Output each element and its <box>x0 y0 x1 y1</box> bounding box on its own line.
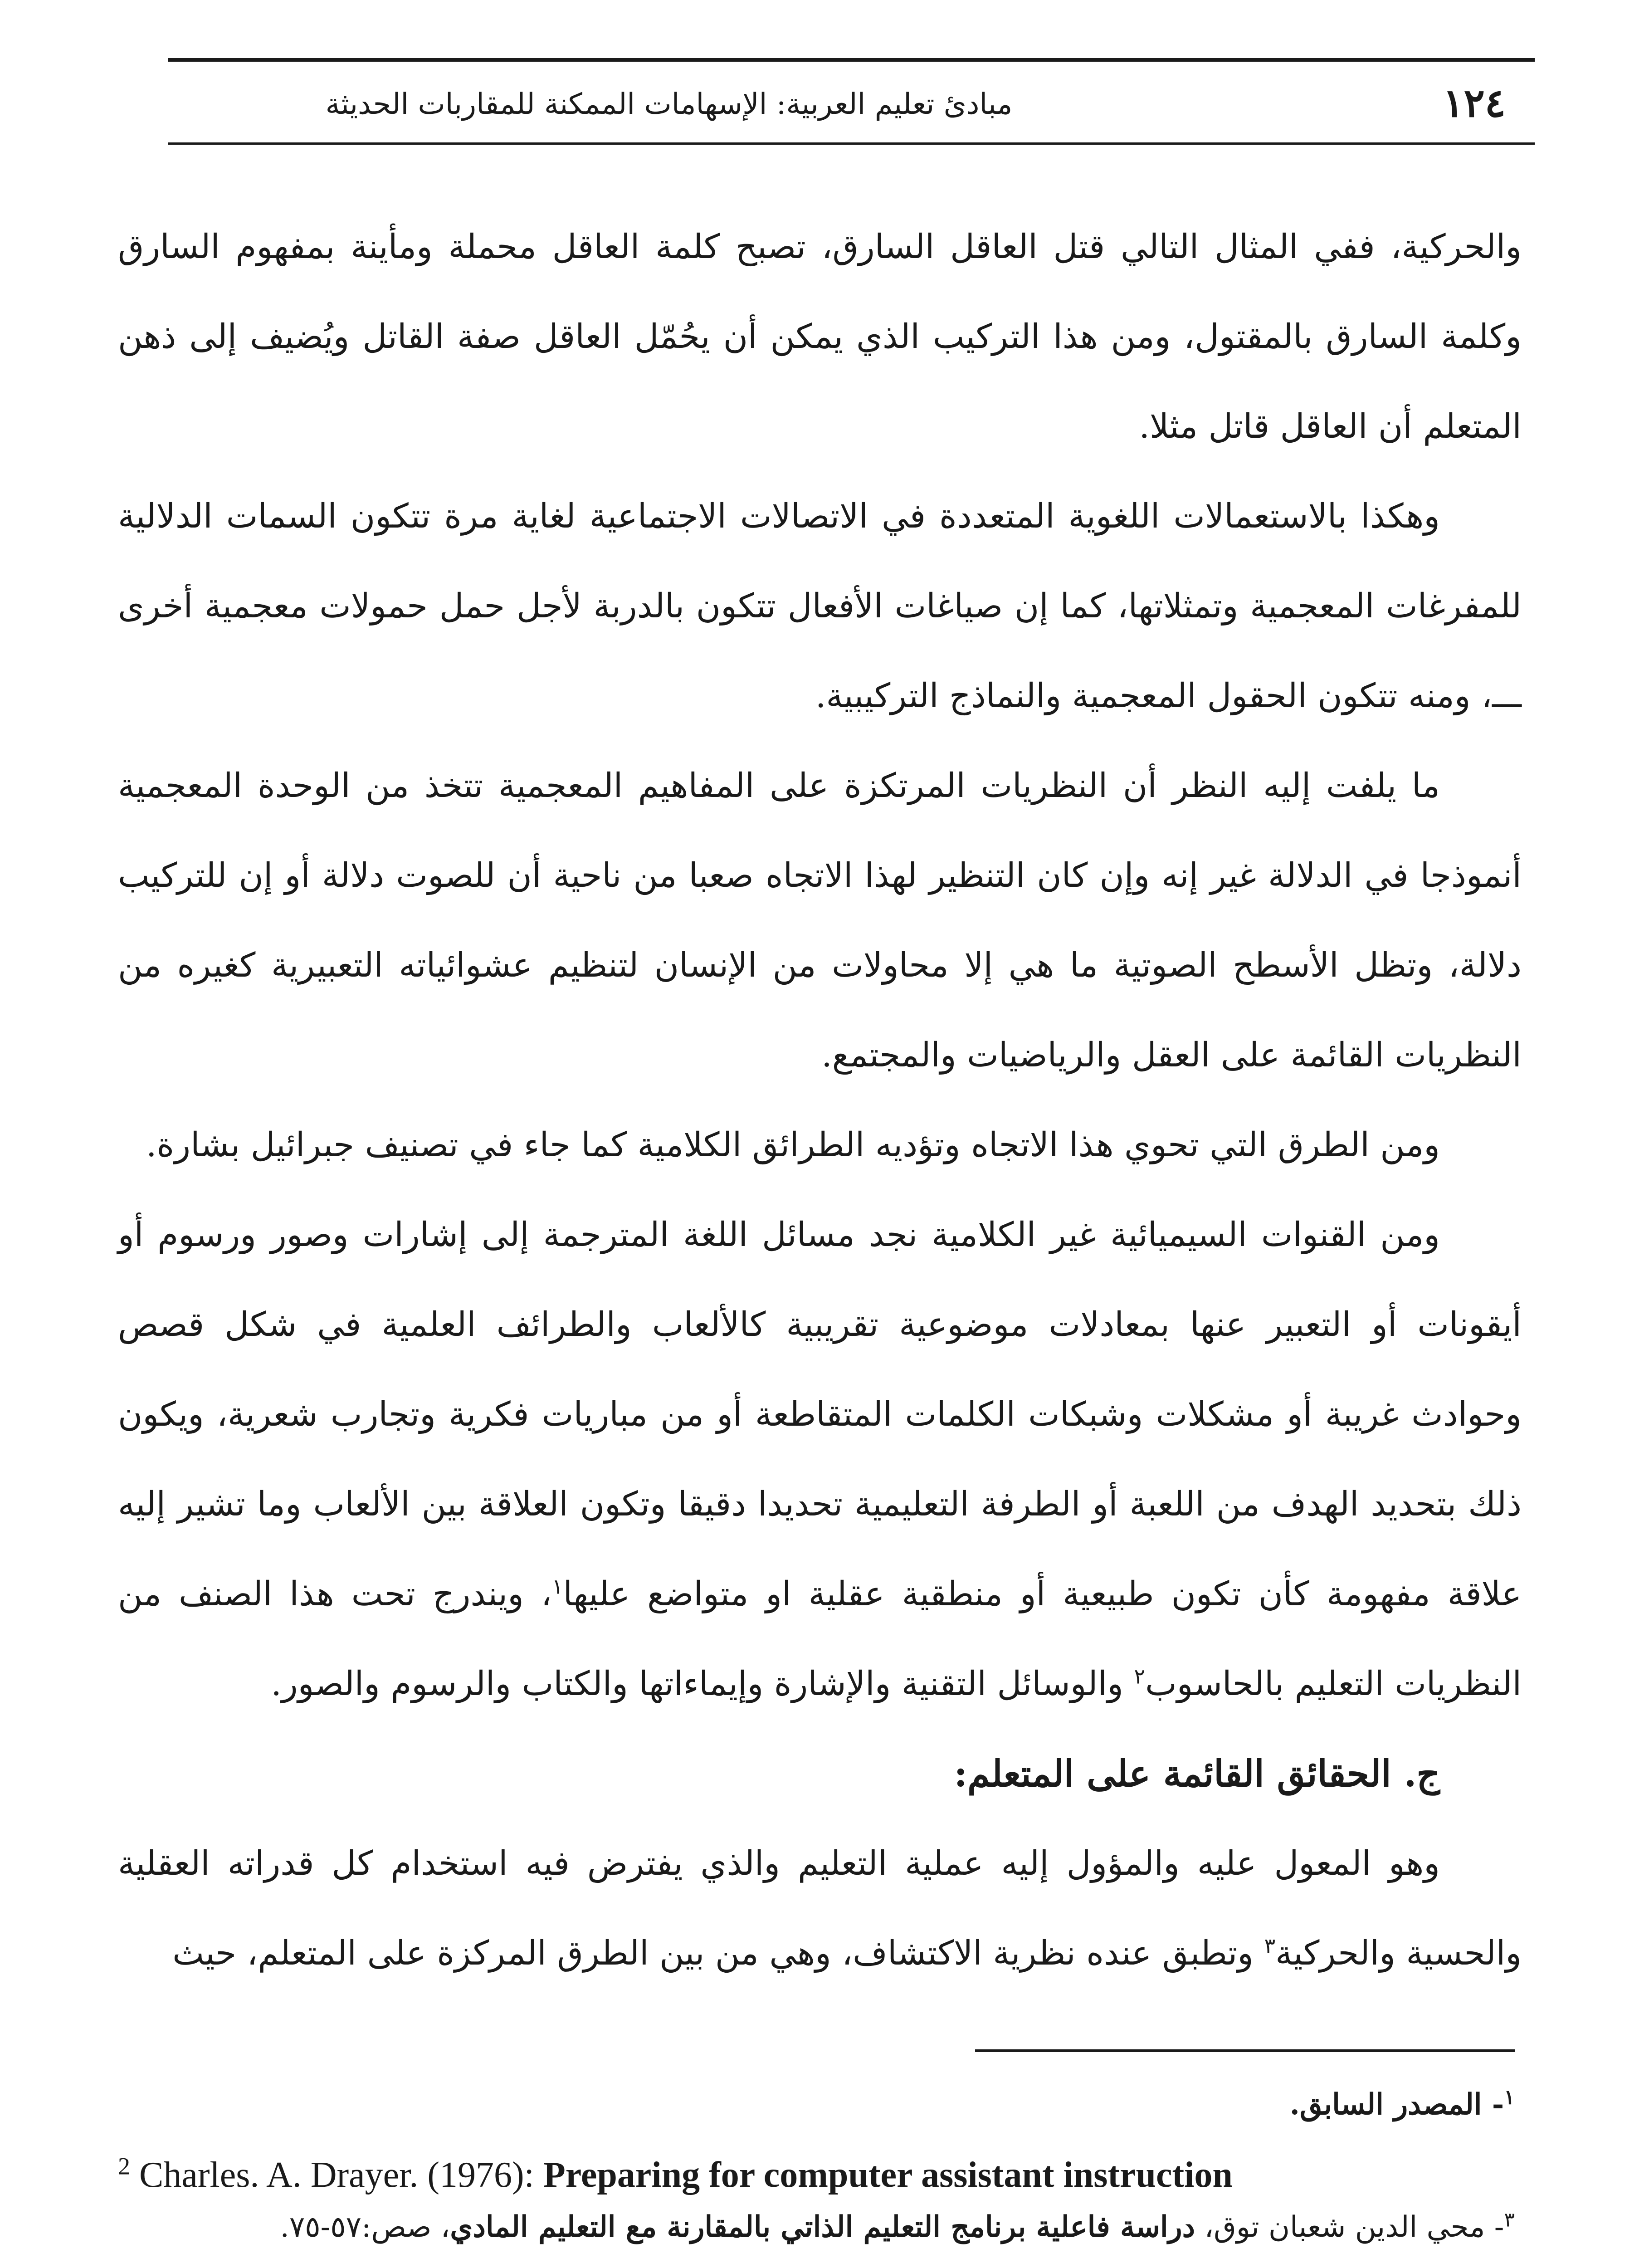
footnote-2-title: Preparing for computer assistant instruction <box>543 2155 1233 2195</box>
footnote-3-number: ٣ <box>1504 2208 1515 2232</box>
footnote-2-number: 2 <box>118 2152 130 2180</box>
paragraph-5 <box>118 1190 1522 1729</box>
paragraph-6-part-a: وهو المعول عليه والمؤول إليه عملية التعليم والذي يفترض فيه استخدام كل قدراته العقلية والحسية والحركية <box>118 1844 1522 1973</box>
paragraph-4: ومن الطرق التي تحوي هذا الاتجاه وتؤديه الطرائق الكلامية كما جاء في تصنيف جبرائيل بشارة. <box>146 1125 1440 1164</box>
footnote-1-text: - المصدر السابق. <box>1289 2087 1504 2121</box>
paragraph-3: ما يلفت إليه النظر أن النظريات المرتكزة على المفاهيم المعجمية تتخذ من الوحدة المعجمية أنموذجا في الدلالة غير إنه وإن كان التنظير لهذا الاتجاه صعبا من ناحية أن للصوت دلالة أو إن للتركيب دلالة، وتظل الأسطح الصوتية ما هي إلا محاولات من الإنسان لتنظيم عشوائياته التعبيرية كغيره من النظريات القائمة على العقل والرياضيات والمجتمع. <box>118 766 1522 1075</box>
section-heading: ج. الحقائق القائمة على المتعلم: <box>954 1752 1440 1795</box>
header-top-rule <box>168 58 1535 62</box>
footnote-ref-1[interactable]: ١ <box>551 1574 563 1599</box>
paragraph-6 <box>118 1818 1522 1998</box>
footnote-1 <box>118 2082 1515 2127</box>
running-header-title: مبادئ تعليم العربية: الإسهامات الممكنة للمقاربات الحديثة <box>325 88 1013 121</box>
paragraph-1: والحركية، ففي المثال التالي قتل العاقل السارق، تصبح كلمة العاقل محملة ومأينة بمفهوم السارق وكلمة السارق بالمقتول، ومن هذا التركيب الذي يمكن أن يحُمّل العاقل صفة القاتل ويُضيف إلى ذهن المتعلم أن العاقل قاتل مثلا. <box>118 227 1522 446</box>
footnote-ref-3[interactable]: ٣ <box>1264 1933 1276 1958</box>
paragraph-6-part-b: وتطبق عنده نظرية الاكتشاف، وهي من بين الطرق المركزة على المتعلم، حيث <box>172 1934 1264 1973</box>
body-text <box>118 202 1522 1998</box>
page-number: ١٢٤ <box>1443 80 1506 126</box>
paragraph-5-part-c: والوسائل التقنية والإشارة وإيماءاتها والكتاب والرسوم والصور. <box>271 1664 1134 1703</box>
footnote-2-author: Charles. A. Drayer. (1976): <box>139 2155 543 2195</box>
paragraph-5-part-b: ، ويندرج تحت هذا الصنف من النظريات التعليم بالحاسوب <box>118 1574 1522 1703</box>
footnote-3-pages: ، صص:٥٧-٧٥. <box>280 2210 450 2244</box>
footnote-3-author: - محي الدين شعبان توق، <box>1195 2210 1504 2244</box>
header-bottom-rule <box>168 142 1535 145</box>
paragraph-5-part-a: ومن القنوات السيميائية غير الكلامية نجد مسائل اللغة المترجمة إلى إشارات وصور ورسوم أو أيقونات أو التعبير عنها بمعادلات موضوعية تقريبية كالألعاب والطرائف العلمية في شكل قصص وحوادث غريبة أو مشكلات وشبكات الكلمات المتقاطعة أو من مباريات فكرية وتجارب شعرية، ويكون ذلك بتحديد الهدف من اللعبة أو الطرفة التعليمية تحديدا دقيقا وتكون العلاقة بين الألعاب وما تشير إليه علاقة مفهومة كأن تكون طبيعية أو منطقية عقلية او متواضع عليها <box>118 1215 1522 1613</box>
footnote-1-number: ١ <box>1504 2086 1515 2109</box>
footnote-separator <box>975 2049 1515 2052</box>
paragraph-2: وهكذا بالاستعمالات اللغوية المتعددة في الاتصالات الاجتماعية لغاية مرة تتكون السمات الدلالية للمفرغات المعجمية وتمثلاتها، كما إن صياغات الأفعال تتكون بالدربة لأجل حمل حمولات معجمية أخرى ـــ، ومنه تتكون الحقول المعجمية والنماذج التركيبية. <box>118 497 1522 715</box>
footnote-ref-2[interactable]: ٢ <box>1134 1664 1146 1689</box>
footnote-3 <box>118 2204 1515 2250</box>
footnote-3-title: دراسة فاعلية برنامج التعليم الذاتي بالمقارنة مع التعليم المادي <box>450 2210 1195 2244</box>
footnote-2 <box>118 2152 1515 2198</box>
